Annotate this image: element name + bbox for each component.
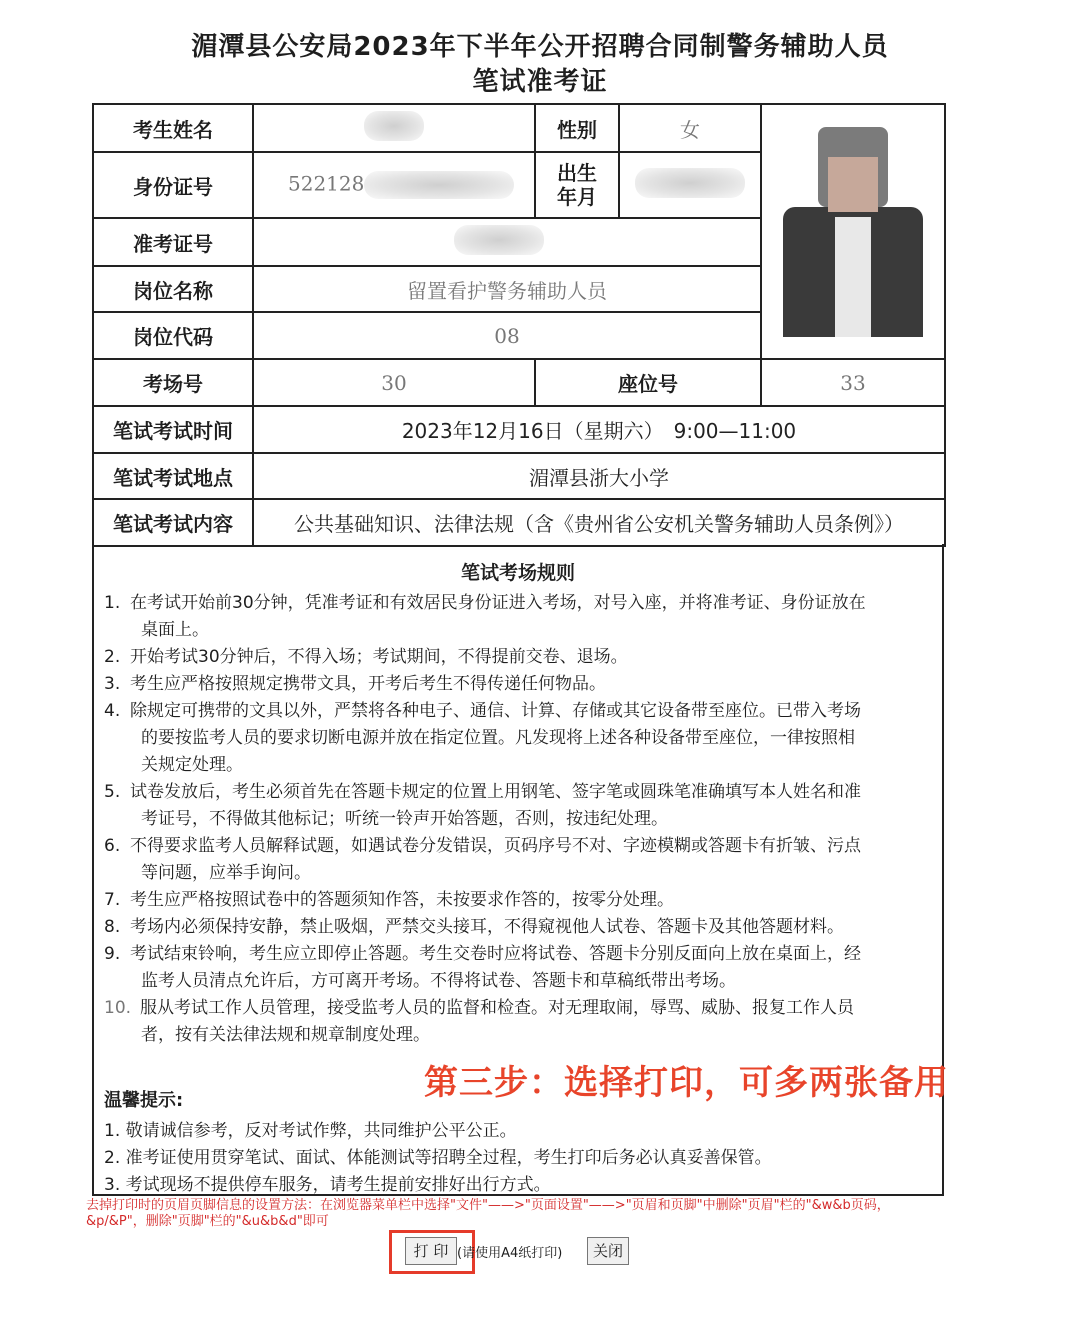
tips-heading: 温馨提示: (104, 1090, 184, 1111)
name-value (253, 104, 535, 152)
rule-item (104, 941, 934, 995)
rule-text: 考生应严格按照规定携带文具，开考后考生不得传递任何物品。 (130, 674, 606, 694)
rule-number: 1. (104, 593, 121, 613)
rule-item (104, 914, 934, 941)
rule-text-continued: 桌面上。 (141, 620, 209, 640)
rule-number: 5. (104, 782, 121, 802)
rule-number: 7. (104, 890, 121, 910)
candidate-photo (773, 117, 933, 347)
rule-text-continued: 者，按有关法律法规和规章制度处理。 (141, 1025, 430, 1045)
print-settings-note: 去掉打印时的页眉页脚信息的设置方法：在浏览器菜单栏中选择"文件"——>"页面设置"——>"页眉和页脚"中删除"页眉"栏的"&w&b页码，&p/&P"，删除"页脚"栏的"&u&b&d"即可 (86, 1198, 890, 1229)
seat-label: 座位号 (535, 359, 761, 406)
rule-text: 考试结束铃响，考生应立即停止答题。考生交卷时应将试卷、答题卡分别反面向上放在桌面上，经 (130, 944, 861, 964)
tip-item: 1. 敬请诚信参考，反对考试作弊，共同维护公平公正。 (104, 1121, 517, 1141)
tip-item: 3. 考试现场不提供停车服务，请考生提前安排好出行方式。 (104, 1175, 551, 1195)
rules-title: 笔试考场规则 (460, 562, 575, 584)
exam-place-label: 笔试考试地点 (93, 453, 253, 499)
rule-text: 除规定可携带的文具以外，严禁将各种电子、通信、计算、存储或其它设备带至座位。已带入考场 (130, 701, 861, 721)
photo-cell (761, 104, 945, 359)
rule-number: 9. (104, 944, 121, 964)
rule-item (104, 833, 934, 887)
rule-text-continued: 考证号，不得做其他标记；听统一铃声开始答题，否则，按违纪处理。 (141, 809, 668, 829)
rule-number: 3. (104, 674, 121, 694)
rule-number: 4. (104, 701, 121, 721)
rule-text: 在考试开始前30分钟，凭准考证和有效居民身份证进入考场，对号入座，并将准考证、身份证放在 (130, 593, 866, 613)
page-subtitle: 笔试准考证 (472, 67, 608, 97)
rule-number: 8. (104, 917, 121, 937)
rule-text: 开始考试30分钟后，不得入场；考试期间，不得提前交卷、退场。 (130, 647, 628, 667)
rule-item (104, 698, 934, 779)
post-code-label: 岗位代码 (93, 312, 253, 359)
birth-value (619, 152, 761, 218)
post-code-value: 08 (253, 312, 761, 359)
ticket-label: 准考证号 (93, 218, 253, 266)
rule-item (104, 887, 934, 914)
gender-label: 性别 (535, 104, 619, 152)
instruction-overlay: 第三步：选择打印，可多两张备用 (424, 1063, 949, 1103)
exam-time-label: 笔试考试时间 (93, 406, 253, 453)
room-value: 30 (253, 359, 535, 406)
tip-item: 2. 准考证使用贯穿笔试、面试、体能测试等招聘全过程，考生打印后务必认真妥善保管。 (104, 1148, 772, 1168)
page-title: 湄潭县公安局2023年下半年公开招聘合同制警务辅助人员 (191, 32, 889, 62)
birth-label: 出生 年月 (535, 152, 619, 218)
rule-item (104, 995, 934, 1049)
post-name-label: 岗位名称 (93, 266, 253, 312)
rule-text: 试卷发放后，考生必须首先在答题卡规定的位置上用钢笔、签字笔或圆珠笔准确填写本人姓名和准 (130, 782, 861, 802)
rule-text-continued: 等问题，应举手询问。 (141, 863, 311, 883)
exam-place-value: 湄潭县浙大小学 (253, 453, 945, 499)
rule-number: 2. (104, 647, 121, 667)
rule-text-continued: 监考人员清点允许后，方可离开考场。不得将试卷、答题卡和草稿纸带出考场。 (141, 971, 736, 991)
exam-time-value: 2023年12月16日（星期六） 9:00—11:00 (253, 406, 945, 453)
seat-value: 33 (761, 359, 945, 406)
rule-text: 考场内必须保持安静，禁止吸烟，严禁交头接耳，不得窥视他人试卷、答题卡及其他答题材料。 (130, 917, 844, 937)
rule-number: 10. (104, 998, 132, 1018)
exam-content-label: 笔试考试内容 (93, 499, 253, 546)
rule-text-continued: 的要按监考人员的要求切断电源并放在指定位置。凡发现将上述各种设备带至座位，一律按照相 (141, 728, 855, 748)
rule-item (104, 779, 934, 833)
rule-item (104, 644, 934, 671)
exam-content-value: 公共基础知识、法律法规（含《贵州省公安机关警务辅助人员条例》） (253, 499, 945, 546)
admission-info-table (92, 103, 946, 547)
close-button[interactable]: 关闭 (587, 1237, 629, 1265)
ticket-value (253, 218, 761, 266)
rule-number: 6. (104, 836, 121, 856)
name-label: 考生姓名 (93, 104, 253, 152)
post-name-value: 留置看护警务辅助人员 (253, 266, 761, 312)
gender-value: 女 (619, 104, 761, 152)
print-hint: (请使用A4纸打印) (457, 1246, 563, 1261)
rule-item (104, 671, 934, 698)
rule-text: 考生应严格按照试卷中的答题须知作答，未按要求作答的，按零分处理。 (130, 890, 674, 910)
id-value-cell (253, 152, 535, 218)
rule-item (104, 590, 934, 644)
room-label: 考场号 (93, 359, 253, 406)
id-value: 522128 (288, 171, 365, 196)
rule-text: 不得要求监考人员解释试题，如遇试卷分发错误，页码序号不对、字迹模糊或答题卡有折皱、污点 (130, 836, 861, 856)
print-button[interactable]: 打 印 (405, 1237, 457, 1265)
rule-text-continued: 关规定处理。 (141, 755, 243, 775)
id-label: 身份证号 (93, 152, 253, 218)
rule-text: 服从考试工作人员管理，接受监考人员的监督和检查。对无理取闹，辱骂、威胁、报复工作人员 (140, 998, 854, 1018)
